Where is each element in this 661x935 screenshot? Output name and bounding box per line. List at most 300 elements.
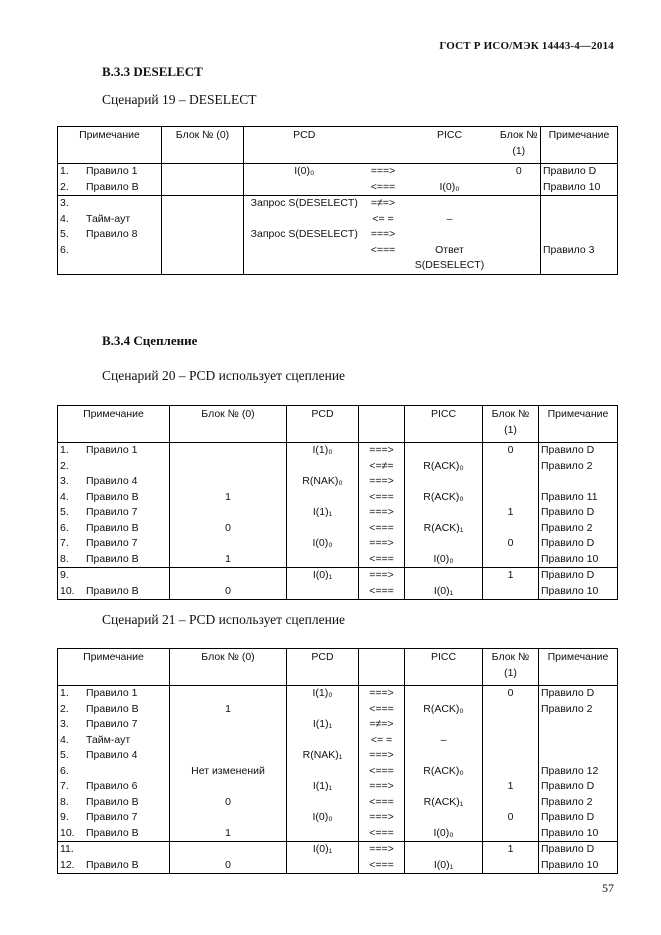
cell-note-2: Правило 12 <box>539 764 618 780</box>
note-text: Правило 7 <box>86 718 138 730</box>
note-text: Правило B <box>86 858 139 871</box>
row-number: 5. <box>60 749 69 761</box>
cell-arrow: <= = <box>359 733 405 749</box>
cell-pcd: I(1)₁ <box>287 717 359 733</box>
table-row <box>58 584 618 600</box>
cell-arrow: <=== <box>359 795 405 811</box>
scenario-19-caption: Сценарий 19 – DESELECT <box>102 92 257 107</box>
cell-picc <box>402 196 498 212</box>
col-arrow <box>365 127 402 164</box>
cell-block-1 <box>483 490 539 506</box>
row-number: 12. <box>60 858 75 871</box>
cell-note <box>58 490 170 506</box>
cell-note <box>58 717 170 733</box>
cell-note-2 <box>541 227 618 243</box>
cell-arrow: ===> <box>359 568 405 584</box>
cell-block-0 <box>162 227 244 243</box>
cell-pcd <box>287 702 359 718</box>
cell-pcd <box>287 826 359 842</box>
table-row <box>58 505 618 521</box>
cell-note-2: Правило 10 <box>539 826 618 842</box>
cell-note-2: Правило 2 <box>539 795 618 811</box>
cell-note-2: Правило 10 <box>539 584 618 600</box>
cell-arrow: ===> <box>359 686 405 702</box>
cell-pcd <box>287 459 359 475</box>
table-row <box>58 196 618 212</box>
row-number: 10. <box>60 826 75 839</box>
cell-pcd: Запрос S(DESELECT) <box>244 196 365 212</box>
table-row <box>58 810 618 826</box>
cell-pcd <box>244 243 365 275</box>
section-heading-chaining: B.3.4 Сцепление <box>102 333 198 348</box>
cell-note <box>58 858 170 874</box>
cell-block-1: 1 <box>483 505 539 521</box>
cell-picc: R(ACK)₀ <box>405 490 483 506</box>
cell-arrow: <= = <box>372 212 394 225</box>
col-arrow <box>359 406 405 443</box>
cell-arrow: <=== <box>359 521 405 537</box>
cell-block-1 <box>498 196 541 212</box>
cell-pcd <box>244 212 365 228</box>
row-number: 3. <box>60 475 69 487</box>
scenario-19-table <box>57 126 618 275</box>
cell-block-1 <box>483 552 539 568</box>
row-number: 4. <box>60 212 69 225</box>
note-text: Тайм-аут <box>86 212 131 225</box>
cell-block-0 <box>170 505 287 521</box>
row-number: 7. <box>60 537 69 549</box>
cell-arrow: <=≠= <box>359 459 405 475</box>
cell-note <box>58 474 170 490</box>
cell-block-0 <box>162 196 244 212</box>
cell-pcd: R(NAK)₀ <box>287 474 359 490</box>
cell-picc: R(ACK)₀ <box>405 459 483 475</box>
note-text: Правило 4 <box>86 749 138 761</box>
col-picc: PICC <box>402 127 498 164</box>
table-row <box>58 227 618 243</box>
col-block-0: Блок № (0) <box>162 127 244 164</box>
col-pcd: PCD <box>287 649 359 686</box>
note-text: Правило B <box>86 521 139 534</box>
row-number: 1. <box>60 687 69 699</box>
table-row <box>58 686 618 702</box>
cell-note <box>58 584 170 600</box>
cell-pcd: I(1)₁ <box>287 505 359 521</box>
col-note-2: Примечание <box>539 406 618 443</box>
cell-arrow: =≠=> <box>365 196 402 212</box>
cell-arrow: ===> <box>359 779 405 795</box>
note-text: Правило B <box>86 180 139 193</box>
cell-note <box>58 568 170 584</box>
note-text: Правило 1 <box>86 687 138 699</box>
cell-block-1: 0 <box>483 810 539 826</box>
cell-block-0 <box>162 243 244 275</box>
cell-block-0 <box>170 474 287 490</box>
col-picc: PICC <box>405 406 483 443</box>
cell-block-0 <box>170 748 287 764</box>
cell-note-2 <box>539 748 618 764</box>
cell-block-1: 0 <box>483 443 539 459</box>
cell-arrow: ===> <box>370 165 396 177</box>
note-text: Правило 6 <box>86 780 138 792</box>
row-number: 5. <box>60 506 69 518</box>
cell-note <box>58 733 170 749</box>
cell-note-2: Правило 11 <box>539 490 618 506</box>
cell-block-0 <box>170 779 287 795</box>
col-block-1: Блок № (1) <box>483 649 539 686</box>
cell-note <box>58 536 170 552</box>
cell-pcd: I(1)₀ <box>287 686 359 702</box>
cell-picc: R(ACK)₁ <box>405 521 483 537</box>
cell-block-1 <box>498 212 541 228</box>
page-number: 57 <box>602 881 614 895</box>
cell-block-0 <box>162 180 244 196</box>
cell-arrow: <=== <box>359 490 405 506</box>
cell-block-1: 0 <box>483 536 539 552</box>
cell-arrow: <=== <box>359 764 405 780</box>
scenario-21-caption: Сценарий 21 – PCD использует сцепление <box>102 612 346 627</box>
cell-arrow: ===> <box>359 810 405 826</box>
cell-note-2 <box>539 717 618 733</box>
cell-picc <box>405 810 483 826</box>
cell-note <box>58 795 170 811</box>
cell-pcd <box>287 521 359 537</box>
table-row <box>58 536 618 552</box>
cell-picc <box>405 748 483 764</box>
cell-picc: I(0)₁ <box>405 858 483 874</box>
row-number: 8. <box>60 552 69 565</box>
table-row <box>58 552 618 568</box>
note-text: Правило B <box>86 490 139 503</box>
cell-picc: I(0)₀ <box>405 826 483 842</box>
cell-block-0 <box>170 686 287 702</box>
cell-block-1: 1 <box>483 842 539 858</box>
note-text: Правило B <box>86 584 139 597</box>
col-note: Примечание <box>58 406 170 443</box>
cell-pcd: R(NAK)₁ <box>287 748 359 764</box>
cell-block-0: 0 <box>170 584 287 600</box>
cell-arrow: <=== <box>359 826 405 842</box>
row-number: 2. <box>60 180 69 193</box>
table-row <box>58 717 618 733</box>
cell-arrow: <=== <box>359 858 405 874</box>
col-arrow <box>359 649 405 686</box>
note-text: Правило B <box>86 702 139 715</box>
col-block-0: Блок № (0) <box>170 406 287 443</box>
cell-note <box>58 552 170 568</box>
table-row <box>58 826 618 842</box>
cell-pcd <box>287 490 359 506</box>
cell-note <box>58 779 170 795</box>
cell-picc <box>405 686 483 702</box>
cell-block-1 <box>498 243 541 275</box>
col-block-0: Блок № (0) <box>170 649 287 686</box>
table-row <box>58 459 618 475</box>
row-number: 4. <box>60 490 69 503</box>
cell-note-2: Правило D <box>539 842 618 858</box>
scenario-21-table <box>57 648 618 874</box>
cell-arrow: <=== <box>359 552 405 568</box>
table-row <box>58 748 618 764</box>
cell-block-0: 1 <box>170 702 287 718</box>
cell-note-2: Правило 10 <box>541 180 618 196</box>
scenario-20-caption: Сценарий 20 – PCD использует сцепление <box>102 368 346 383</box>
cell-note <box>58 764 170 780</box>
note-text: Правило 7 <box>86 811 138 823</box>
col-pcd: PCD <box>287 406 359 443</box>
cell-block-0: 1 <box>170 826 287 842</box>
cell-note <box>58 521 170 537</box>
cell-note <box>58 180 162 196</box>
note-text: Правило 7 <box>86 537 138 549</box>
cell-note-2: Правило D <box>539 779 618 795</box>
cell-note-2: Правило D <box>539 505 618 521</box>
row-number: 6. <box>60 243 69 256</box>
cell-block-0: 0 <box>170 521 287 537</box>
col-note-2: Примечание <box>541 127 618 164</box>
table-row <box>58 858 618 874</box>
cell-arrow: <=== <box>370 180 396 193</box>
cell-note <box>58 748 170 764</box>
cell-note-2: Правило D <box>539 568 618 584</box>
col-note: Примечание <box>58 127 162 164</box>
section-heading-deselect: B.3.3 DESELECT <box>102 64 203 79</box>
row-number: 1. <box>60 165 69 177</box>
cell-pcd: I(0)₀ <box>287 536 359 552</box>
table-header-row <box>58 127 618 164</box>
scenario-20-table <box>57 405 618 600</box>
cell-note-2 <box>539 733 618 749</box>
cell-pcd: I(1)₁ <box>287 779 359 795</box>
cell-pcd <box>287 552 359 568</box>
cell-block-0 <box>162 212 244 228</box>
row-number: 8. <box>60 795 69 808</box>
cell-block-0: 0 <box>170 795 287 811</box>
cell-arrow: ===> <box>359 505 405 521</box>
row-number: 3. <box>60 197 69 209</box>
cell-arrow: ===> <box>359 443 405 459</box>
cell-note <box>58 443 170 459</box>
cell-picc: R(ACK)₁ <box>405 795 483 811</box>
row-number: 7. <box>60 780 69 792</box>
cell-picc <box>405 568 483 584</box>
row-number: 10. <box>60 584 75 597</box>
note-text: Правило B <box>86 795 139 808</box>
cell-block-0 <box>170 810 287 826</box>
cell-arrow: <=== <box>359 584 405 600</box>
cell-picc: I(0)₁ <box>405 584 483 600</box>
cell-note-2: Правило 2 <box>539 702 618 718</box>
cell-pcd: I(0)₁ <box>287 568 359 584</box>
cell-block-0 <box>170 717 287 733</box>
note-text: Правило 1 <box>86 165 138 177</box>
table-row <box>58 733 618 749</box>
cell-note <box>58 459 170 475</box>
cell-block-0 <box>170 536 287 552</box>
cell-block-0 <box>170 568 287 584</box>
row-number: 9. <box>60 811 69 823</box>
cell-block-0: 1 <box>170 552 287 568</box>
cell-arrow: <=== <box>370 243 396 256</box>
cell-pcd <box>287 795 359 811</box>
table-row <box>58 212 618 228</box>
cell-block-1: 0 <box>515 165 522 177</box>
col-note-2: Примечание <box>539 649 618 686</box>
col-block-1: Блок № (1) <box>483 406 539 443</box>
cell-arrow: ===> <box>359 748 405 764</box>
cell-block-1: 1 <box>483 779 539 795</box>
cell-block-1 <box>498 227 541 243</box>
cell-block-1: 1 <box>483 568 539 584</box>
cell-block-0 <box>170 443 287 459</box>
row-number: 9. <box>60 569 69 581</box>
row-number: 5. <box>60 228 69 240</box>
cell-pcd <box>287 584 359 600</box>
row-number: 6. <box>60 764 69 777</box>
table-row <box>58 779 618 795</box>
cell-picc: Ответ S(DESELECT) <box>414 243 485 271</box>
table-row <box>58 702 618 718</box>
cell-arrow: ===> <box>359 842 405 858</box>
cell-note <box>58 164 162 180</box>
cell-picc: R(ACK)₀ <box>405 764 483 780</box>
cell-pcd: Запрос S(DESELECT) <box>244 227 365 243</box>
col-note: Примечание <box>58 649 170 686</box>
row-number: 4. <box>60 733 69 746</box>
cell-pcd: I(0)₀ <box>244 164 365 180</box>
note-text: Правило 1 <box>86 444 138 456</box>
cell-note-2 <box>541 196 618 212</box>
cell-picc <box>405 717 483 733</box>
table-row <box>58 568 618 584</box>
cell-block-0: 0 <box>170 858 287 874</box>
cell-note <box>58 826 170 842</box>
cell-note-2: Правило D <box>539 810 618 826</box>
cell-block-1 <box>483 717 539 733</box>
cell-arrow: ===> <box>359 474 405 490</box>
cell-picc <box>405 443 483 459</box>
cell-arrow: <=== <box>359 702 405 718</box>
cell-arrow: ===> <box>370 228 396 240</box>
table-row <box>58 474 618 490</box>
table-row <box>58 490 618 506</box>
note-text: Тайм-аут <box>86 733 131 746</box>
cell-picc: I(0)₀ <box>405 552 483 568</box>
cell-note-2: Правило D <box>539 443 618 459</box>
table-row <box>58 164 618 180</box>
cell-picc <box>402 227 498 243</box>
cell-picc: – <box>405 733 483 749</box>
cell-block-0: Нет изменений <box>170 764 287 780</box>
cell-note <box>58 227 162 243</box>
row-number: 11. <box>60 843 74 855</box>
cell-block-1 <box>483 474 539 490</box>
cell-pcd <box>244 180 365 196</box>
cell-pcd: I(0)₁ <box>287 842 359 858</box>
table-row <box>58 443 618 459</box>
cell-note-2: Правило D <box>541 164 618 180</box>
cell-note-2: Правило 2 <box>539 459 618 475</box>
cell-pcd <box>287 733 359 749</box>
cell-note <box>58 810 170 826</box>
cell-pcd <box>287 858 359 874</box>
cell-note <box>58 686 170 702</box>
cell-note <box>58 702 170 718</box>
cell-arrow: ===> <box>359 536 405 552</box>
cell-block-1 <box>483 584 539 600</box>
cell-note-2 <box>539 474 618 490</box>
cell-picc <box>405 505 483 521</box>
note-text: Правило 4 <box>86 475 138 487</box>
cell-block-1 <box>483 748 539 764</box>
cell-block-1 <box>483 459 539 475</box>
col-pcd: PCD <box>244 127 365 164</box>
table-row <box>58 180 618 196</box>
table-row <box>58 243 618 275</box>
cell-note <box>58 842 170 858</box>
cell-picc: I(0)₀ <box>439 180 460 193</box>
cell-block-1 <box>483 733 539 749</box>
note-text: Правило 7 <box>86 506 138 518</box>
cell-block-1 <box>483 764 539 780</box>
cell-note <box>58 505 170 521</box>
cell-block-1 <box>483 858 539 874</box>
cell-picc <box>405 536 483 552</box>
table-header-row <box>58 406 618 443</box>
cell-note-2 <box>541 212 618 228</box>
cell-block-1 <box>498 180 541 196</box>
cell-block-1: 0 <box>483 686 539 702</box>
cell-picc: R(ACK)₀ <box>405 702 483 718</box>
table-row <box>58 764 618 780</box>
col-block-1: Блок № (1) <box>498 127 541 164</box>
cell-note-2: Правило 10 <box>539 552 618 568</box>
cell-note-2: Правило D <box>539 536 618 552</box>
row-number: 2. <box>60 459 69 472</box>
table-row <box>58 521 618 537</box>
cell-pcd: I(0)₀ <box>287 810 359 826</box>
cell-note-2: Правило 10 <box>539 858 618 874</box>
cell-block-0 <box>162 164 244 180</box>
cell-block-1 <box>483 521 539 537</box>
cell-picc <box>405 779 483 795</box>
cell-block-0: 1 <box>170 490 287 506</box>
cell-note <box>58 196 162 212</box>
row-number: 6. <box>60 521 69 534</box>
cell-block-0 <box>170 733 287 749</box>
cell-picc: – <box>446 212 453 225</box>
cell-picc <box>402 164 498 180</box>
table-row <box>58 795 618 811</box>
cell-pcd: I(1)₀ <box>287 443 359 459</box>
cell-picc <box>405 474 483 490</box>
cell-block-1 <box>483 702 539 718</box>
cell-note-2: Правило 2 <box>539 521 618 537</box>
cell-arrow: =≠=> <box>359 717 405 733</box>
page-header: ГОСТ Р ИСО/МЭК 14443-4—2014 <box>439 40 614 52</box>
row-number: 3. <box>60 718 69 730</box>
note-text: Правило B <box>86 826 139 839</box>
note-text: Правило B <box>86 552 139 565</box>
cell-note <box>58 243 162 275</box>
cell-note-2: Правило 3 <box>541 243 618 275</box>
cell-note <box>58 212 162 228</box>
cell-pcd <box>287 764 359 780</box>
col-picc: PICC <box>405 649 483 686</box>
row-number: 2. <box>60 702 69 715</box>
table-header-row <box>58 649 618 686</box>
note-text: Правило 8 <box>86 228 138 240</box>
